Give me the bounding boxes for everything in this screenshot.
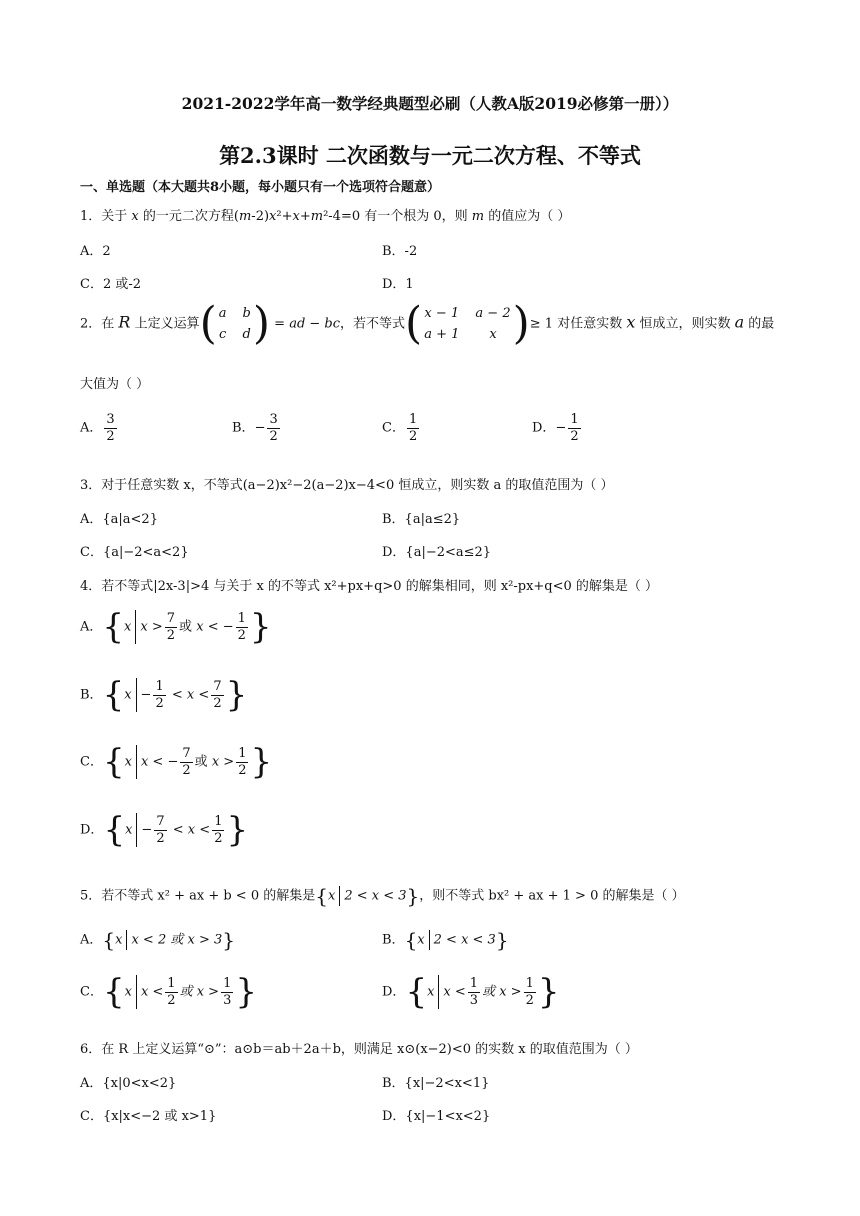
question-6-option-c[interactable]: C．{x|x<−2 或 x>1} xyxy=(80,1109,217,1124)
question-2-stem-cont: 大值为（ ） xyxy=(80,377,150,392)
question-4-option-d[interactable]: D．{x − $\frac{7}{2}$ < x < $\frac{1}{2}$ } xyxy=(80,810,249,850)
operation-matrix: ( a b c d ) xyxy=(199,298,271,349)
question-6-option-a[interactable]: A．{x|0<x<2} xyxy=(80,1076,177,1091)
question-3-option-d[interactable]: D．{a|−2<a≤2} xyxy=(382,545,492,560)
question-2-option-c[interactable]: C． $\frac{1}{2}$ xyxy=(382,412,418,444)
question-6-option-b[interactable]: B．{x|−2<x<1} xyxy=(382,1076,490,1091)
question-4-option-c[interactable]: C．{x x < − $\frac{7}{2}$ 或 x > $\frac{1}{2}$ } xyxy=(80,742,273,782)
question-5-option-b[interactable]: B．{x 2 < x < 3} xyxy=(382,928,509,952)
question-1-option-c[interactable]: C．2 或-2 xyxy=(80,277,142,292)
question-2-option-a[interactable]: A． $\frac{3}{2}$ xyxy=(80,412,115,444)
question-2-option-d[interactable]: D．− $\frac{1}{2}$ xyxy=(532,412,579,444)
question-1-option-a[interactable]: A．2 xyxy=(80,244,111,259)
lesson-title: 第2.3课时 二次函数与一元二次方程、不等式 xyxy=(219,143,641,168)
question-5-option-c[interactable]: C．{x x < $\frac{1}{2}$ 或 x > $\frac{1}{3}$ } xyxy=(80,972,257,1012)
question-6-option-d[interactable]: D．{x|−1<x<2} xyxy=(382,1109,491,1124)
question-1-stem: 1．关于 x 的一元二次方程(m-2)x²+x+m²-4=0 有一个根为 0，则 m 的值应为（ ） xyxy=(80,209,571,224)
question-3-option-b[interactable]: B．{a|a≤2} xyxy=(382,512,461,527)
question-6-stem: 6．在 R 上定义运算“⊙”：a⊙b＝ab＋2a＋b，则满足 x⊙(x−2)<0 的实数 x 的取值范围为（ ） xyxy=(80,1042,638,1057)
question-2-stem: 2．在 R 上定义运算 ( a b c d ) = ad − bc，若不等式 ( x − 1 a − 2 a + 1 x ) ≥ 1 对任意实数 x 恒成立，则实数 a 的最 xyxy=(80,298,775,349)
question-3-option-a[interactable]: A．{a|a<2} xyxy=(80,512,158,527)
question-5-option-d[interactable]: D．{x x < $\frac{1}{3}$ 或 x > $\frac{1}{2}$ } xyxy=(382,972,560,1012)
question-3-option-c[interactable]: C．{a|−2<a<2} xyxy=(80,545,189,560)
question-1-option-b[interactable]: B．-2 xyxy=(382,244,418,259)
question-2-option-b[interactable]: B．− $\frac{3}{2}$ xyxy=(232,412,278,444)
series-title: 2021-2022学年高一数学经典题型必刷（人教A版2019必修第一册）） xyxy=(181,94,679,113)
question-5-stem: 5．若不等式 x² + ax + b < 0 的解集是{x 2 < x < 3}，则不等式 bx² + ax + 1 > 0 的解集是（ ） xyxy=(80,884,685,908)
question-4-stem: 4．若不等式|2x-3|>4 与关于 x 的不等式 x²+px+q>0 的解集相同，则 x²-px+q<0 的解集是（ ） xyxy=(80,579,659,594)
question-1-option-d[interactable]: D．1 xyxy=(382,277,414,292)
section-heading: 一、单选题（本大题共8小题，每小题只有一个选项符合题意） xyxy=(80,180,441,195)
question-5-option-a[interactable]: A．{x x < 2 或 x > 3} xyxy=(80,928,235,952)
inequality-matrix: ( x − 1 a − 2 a + 1 x ) xyxy=(405,298,530,349)
question-4-option-a[interactable]: A．{x x > $\frac{7}{2}$ 或 x < − $\frac{1}{2}$ } xyxy=(80,607,272,647)
question-3-stem: 3．对于任意实数 x，不等式(a−2)x²−2(a−2)x−4<0 恒成立，则实数 a 的取值范围为（ ） xyxy=(80,478,614,493)
question-4-option-b[interactable]: B．{x − $\frac{1}{2}$ < x < $\frac{7}{2}$ } xyxy=(80,675,248,715)
